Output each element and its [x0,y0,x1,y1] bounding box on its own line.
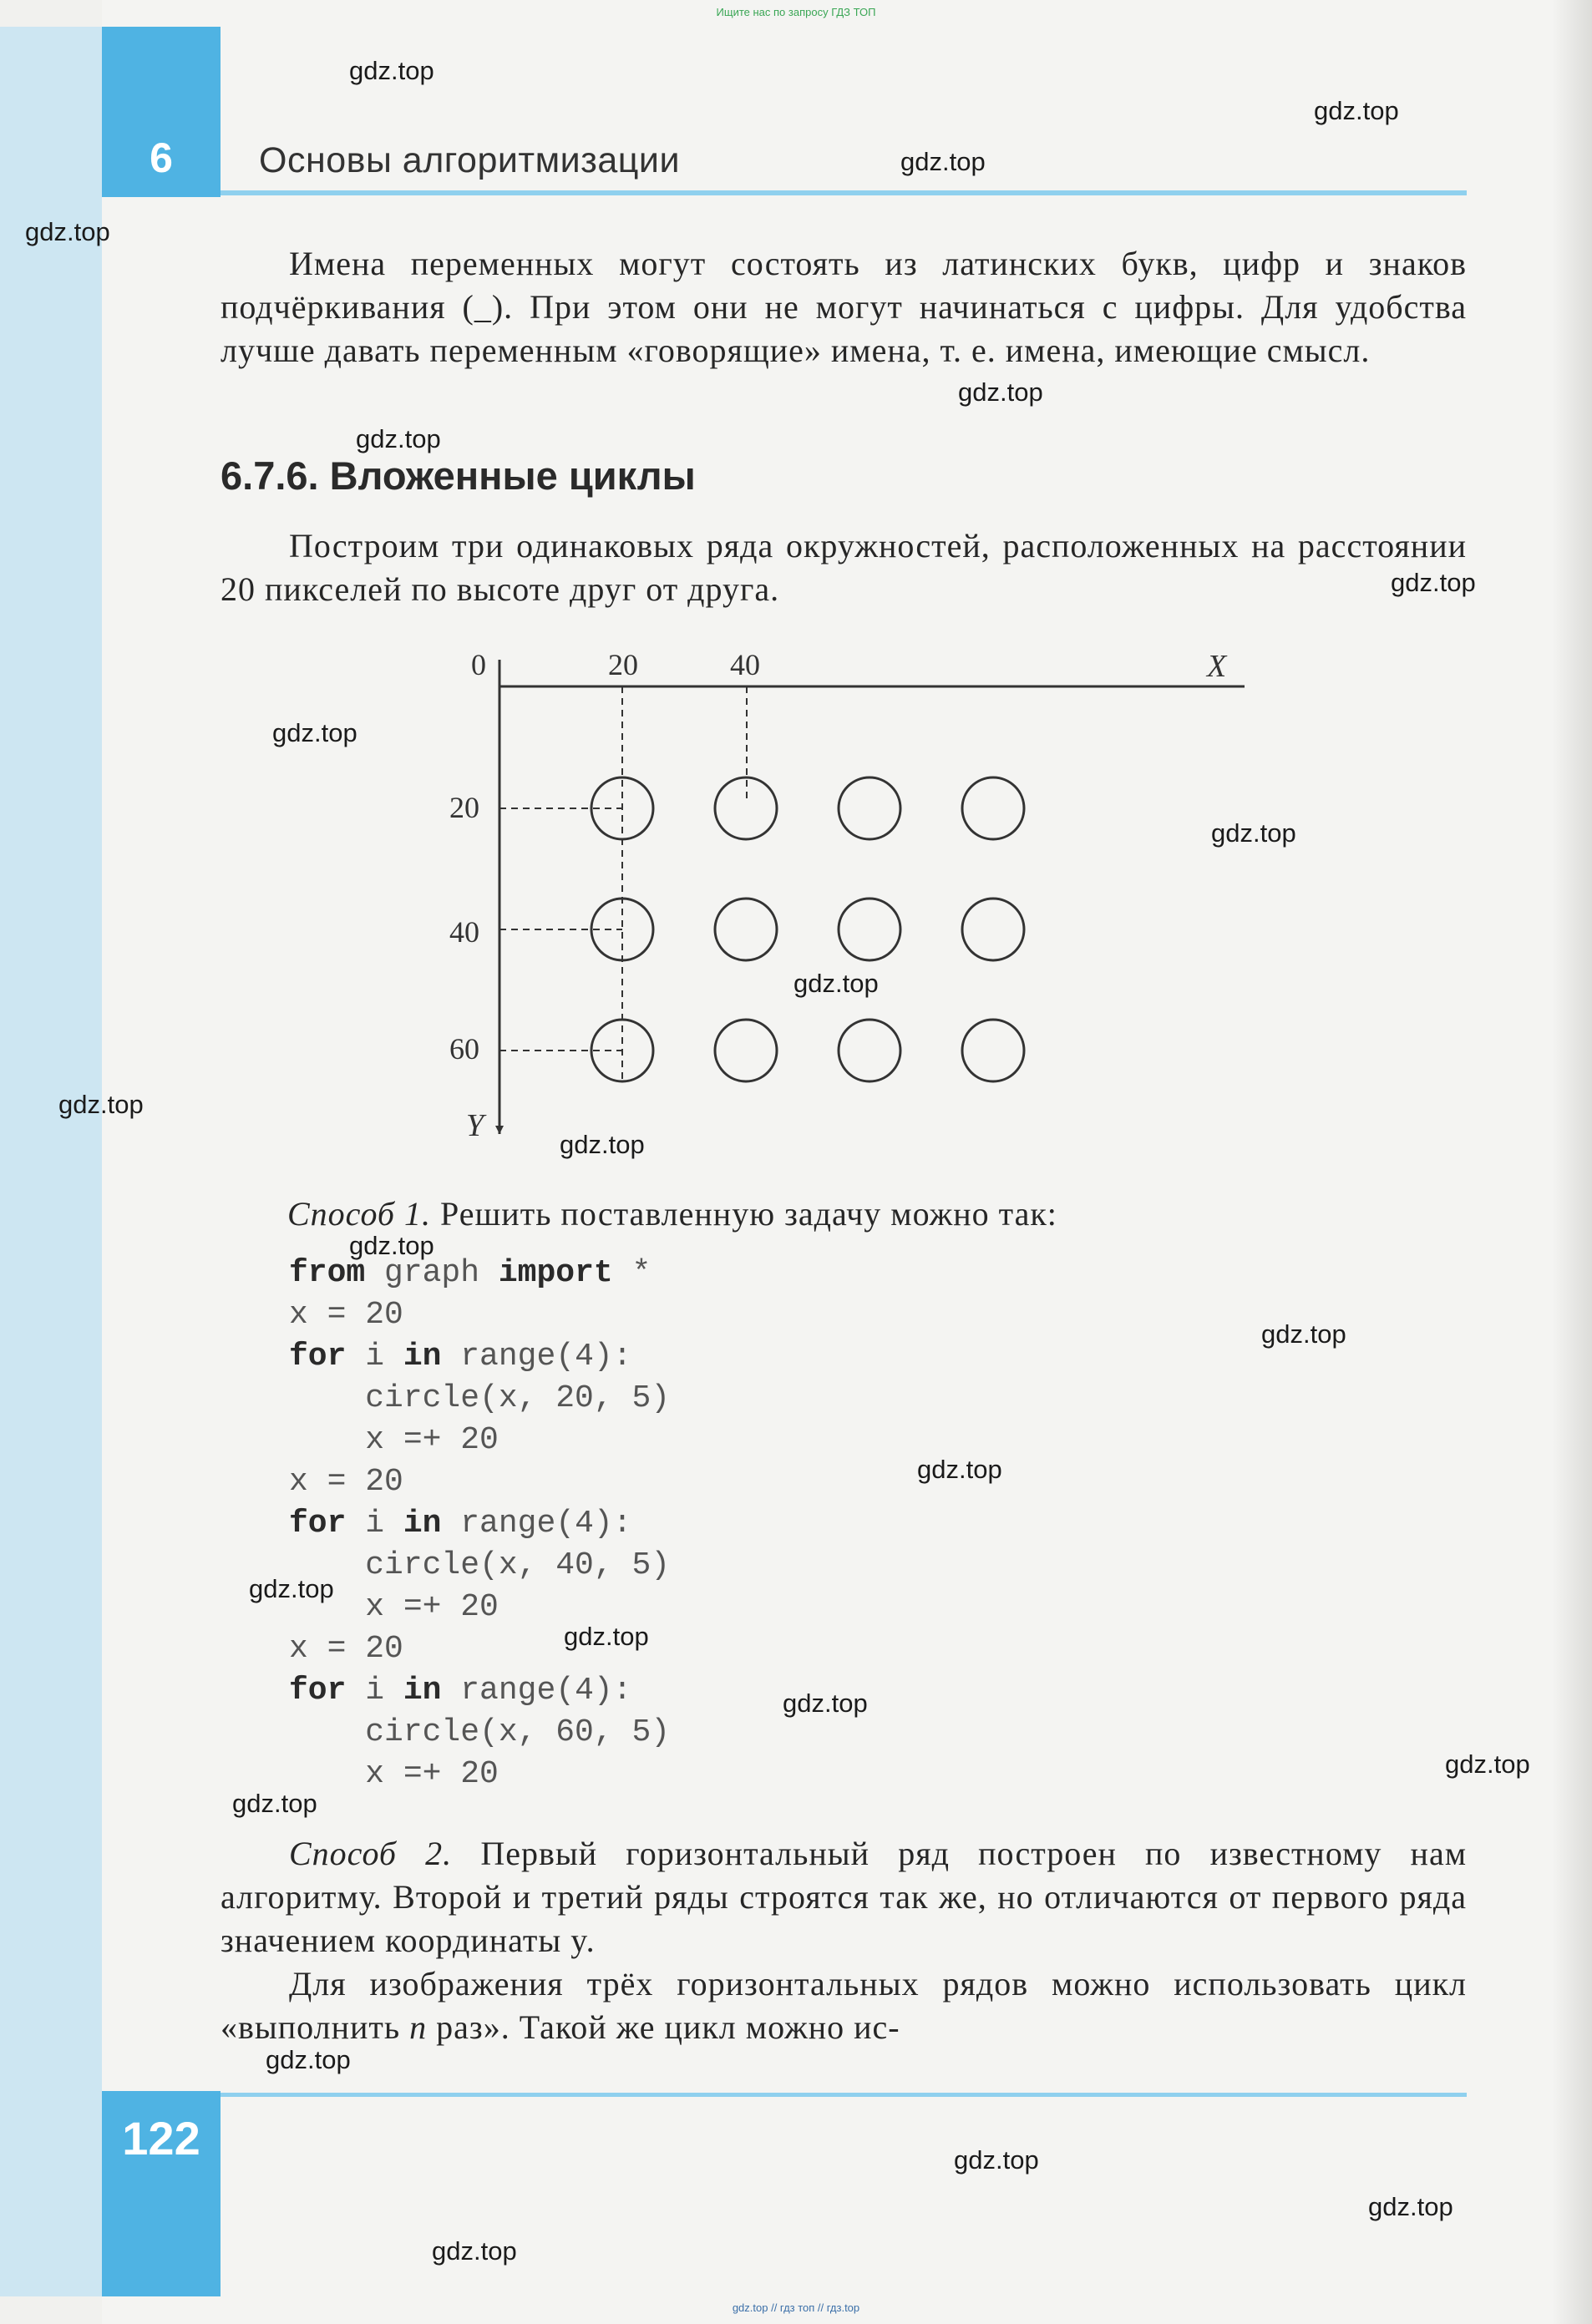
page-number-tab: 122 [102,2091,221,2296]
watermark: gdz.top [58,1090,144,1119]
watermark: gdz.top [900,147,986,176]
watermark: gdz.top [25,217,110,246]
watermark: gdz.top [1314,96,1399,125]
grid-circle [839,1020,900,1081]
paragraph-task [221,524,1467,611]
watermark: gdz.top [432,2236,517,2266]
watermark: gdz.top [356,424,441,453]
footer-rule [221,2093,1467,2097]
watermark: gdz.top [917,1455,1002,1484]
watermark: gdz.top [349,56,434,85]
grid-circle [839,899,900,960]
watermark: gdz.top [249,1574,334,1603]
watermark: gdz.top [560,1130,645,1159]
method2-text: Первый горизонтальный ряд построен по известному нам алгоритму. Второй и третий ряды строятся так же, но отличаются от первого ряда значением координаты y. [221,1835,1468,1959]
watermark: gdz.top [266,2045,351,2074]
y-tick-label: 20 [449,791,479,824]
code-line: x =+ 20 [289,1756,499,1792]
code-line: x =+ 20 [289,1422,499,1458]
italic-n: n [409,2008,428,2046]
paragraph-method2 [221,1832,1467,1962]
code-line: circle(x, 20, 5) [289,1380,671,1416]
code-line: circle(x, 60, 5) [289,1714,671,1750]
watermark: gdz.top [1391,568,1476,597]
paragraph-variable-names [221,242,1467,372]
grid-circle [715,777,777,839]
paragraph-text: Построим три одинаковых ряда окружностей, расположенных на расстоянии 20 пикселей по высоте друг от друга. [221,527,1467,608]
watermark: gdz.top [564,1622,649,1651]
watermark: gdz.top [958,377,1043,407]
code-line: circle(x, 40, 5) [289,1547,671,1583]
grid-circle [839,777,900,839]
x-tick-label: 0 [471,648,486,681]
code-line: for i in range(4): [289,1339,632,1375]
grid-circle [715,899,777,960]
page-edge-shadow [1552,0,1592,2324]
code-line: x = 20 [289,1631,403,1667]
code-line: for i in range(4): [289,1673,632,1709]
method1-label: Способ 1. [287,1195,432,1233]
grid-circle [715,1020,777,1081]
x-tick-label: 20 [608,648,638,681]
watermark: gdz.top [1368,2192,1453,2221]
chapter-number-tab: 6 [102,27,221,197]
watermark: gdz.top [1261,1319,1346,1349]
y-axis-label: Y [466,1108,484,1143]
watermark: gdz.top [783,1689,868,1718]
watermark: gdz.top [1211,818,1296,848]
method1-text: Решить поставленную задачу можно так: [431,1195,1057,1233]
paragraph-loop: Для изображения трёх горизонтальных рядов можно использовать цикл «выполнить n раз». Такой же цикл можно ис- [221,1965,1467,2046]
code-line: from graph import * [289,1255,652,1291]
chapter-title: Основы алгоритмизации [259,140,680,180]
left-margin-band [0,0,102,2324]
watermark: gdz.top [954,2145,1039,2175]
watermark: gdz.top [232,1789,317,1818]
watermark: gdz.top [349,1231,434,1260]
grid-circle [962,777,1024,839]
header-rule [221,190,1467,195]
code-block [289,1253,670,1795]
code-line: for i in range(4): [289,1506,632,1542]
bottom-note: gdz.top // гдз топ // гдз.top [732,2301,860,2314]
watermark: gdz.top [1445,1749,1530,1779]
watermark: gdz.top [793,969,879,998]
top-note: Ищите нас по запросу ГДЗ ТОП [716,6,876,18]
method2-label: Способ 2. [289,1835,453,1872]
watermark: gdz.top [272,718,357,747]
x-axis-label: X [1207,649,1227,684]
grid-circle [962,1020,1024,1081]
grid-circle [962,899,1024,960]
method1-line [287,1194,1057,1233]
code-line: x = 20 [289,1464,403,1500]
section-title: 6.7.6. Вложенные циклы [221,453,696,498]
y-tick-label: 60 [449,1032,479,1066]
circles-grid-figure [434,643,1253,1144]
y-tick-label: 40 [449,915,479,949]
paragraph-text: Имена переменных могут состоять из латинских букв, цифр и знаков подчёркивания (_). При этом они не могут начинаться с цифры. Для удобства лучше давать переменным «говорящие» имена, т. е. имена, имеющие смысл. [221,245,1467,369]
x-tick-label: 40 [730,648,760,681]
code-line: x =+ 20 [289,1589,499,1625]
code-line: x = 20 [289,1297,403,1333]
circle-group [591,777,1024,1081]
